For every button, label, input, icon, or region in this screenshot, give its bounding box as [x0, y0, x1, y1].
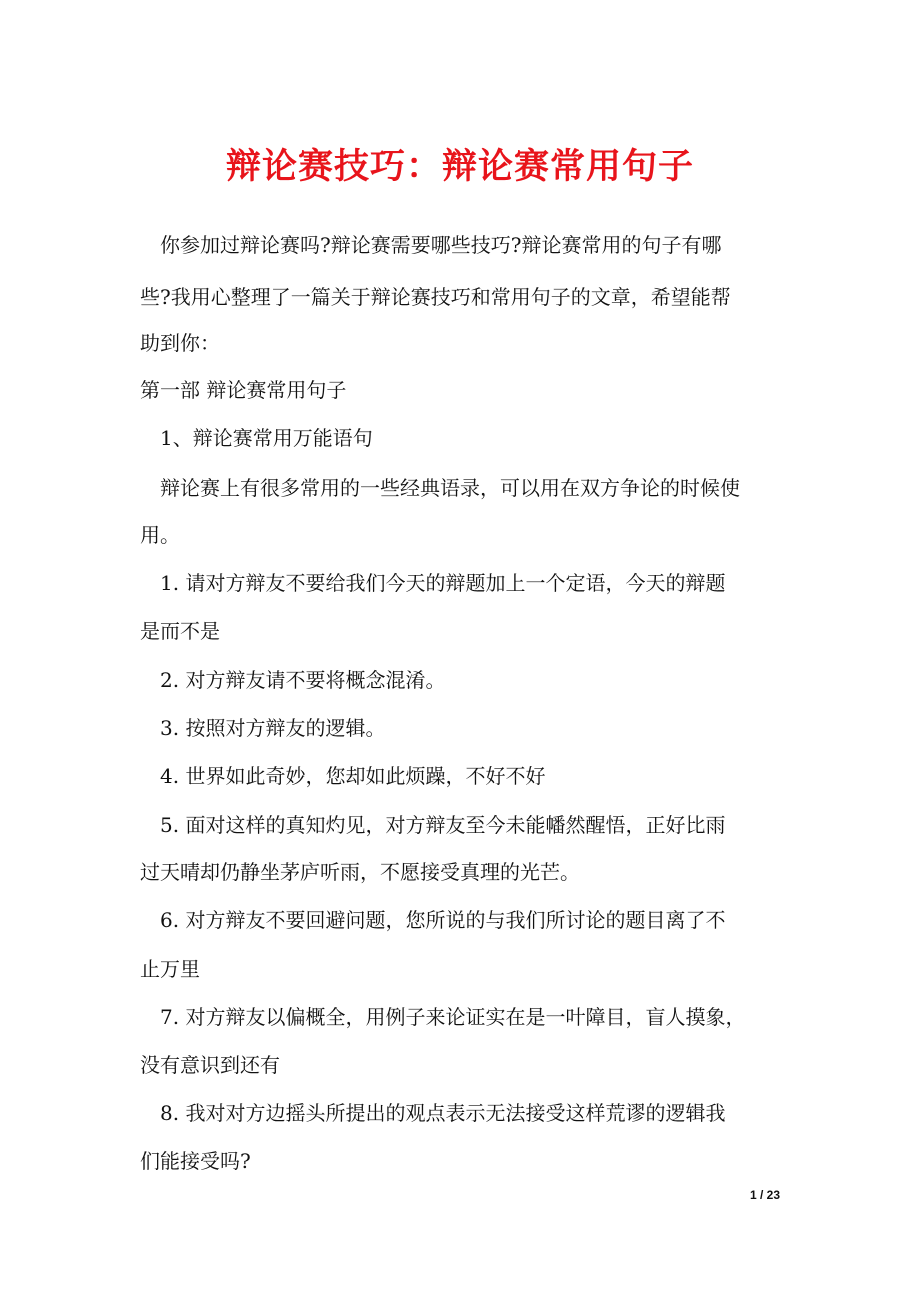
text-line: 些?我用心整理了一篇关于辩论赛技巧和常用句子的文章，希望能帮 [140, 285, 731, 309]
subsection-heading: 1、辩论赛常用万能语句 [140, 426, 373, 450]
list-item: 7. 对方辩友以偏概全，用例子来论证实在是一叶障目，盲人摸象， [140, 1005, 746, 1029]
list-item: 1. 请对方辩友不要给我们今天的辩题加上一个定语，今天的辩题 [140, 571, 726, 595]
text-line: 是而不是 [140, 619, 220, 643]
document-title: 辩论赛技巧：辩论赛常用句子 [225, 146, 694, 187]
page-number: 1 / 23 [749, 1188, 780, 1202]
text-line: 你参加过辩论赛吗?辩论赛需要哪些技巧?辩论赛常用的句子有哪 [140, 233, 722, 257]
text-line: 助到你： [140, 331, 220, 355]
text-line: 过天晴却仍静坐茅庐听雨，不愿接受真理的光芒。 [140, 860, 580, 884]
text-line: 们能接受吗? [140, 1149, 251, 1173]
text-line: 辩论赛上有很多常用的一些经典语录，可以用在双方争论的时候使 [140, 476, 740, 500]
section-heading: 第一部 辩论赛常用句子 [140, 378, 347, 402]
list-item: 5. 面对这样的真知灼见，对方辩友至今未能幡然醒悟，正好比雨 [140, 813, 726, 837]
list-item: 8. 我对对方边摇头所提出的观点表示无法接受这样荒谬的逻辑我 [140, 1101, 726, 1125]
list-item: 4. 世界如此奇妙，您却如此烦躁，不好不好 [140, 764, 546, 788]
text-line: 止万里 [140, 957, 200, 981]
list-item: 6. 对方辩友不要回避问题，您所说的与我们所讨论的题目离了不 [140, 908, 726, 932]
text-line: 用。 [140, 523, 180, 547]
list-item: 2. 对方辩友请不要将概念混淆。 [140, 668, 446, 692]
text-line: 没有意识到还有 [140, 1053, 280, 1077]
list-item: 3. 按照对方辩友的逻辑。 [140, 716, 386, 740]
